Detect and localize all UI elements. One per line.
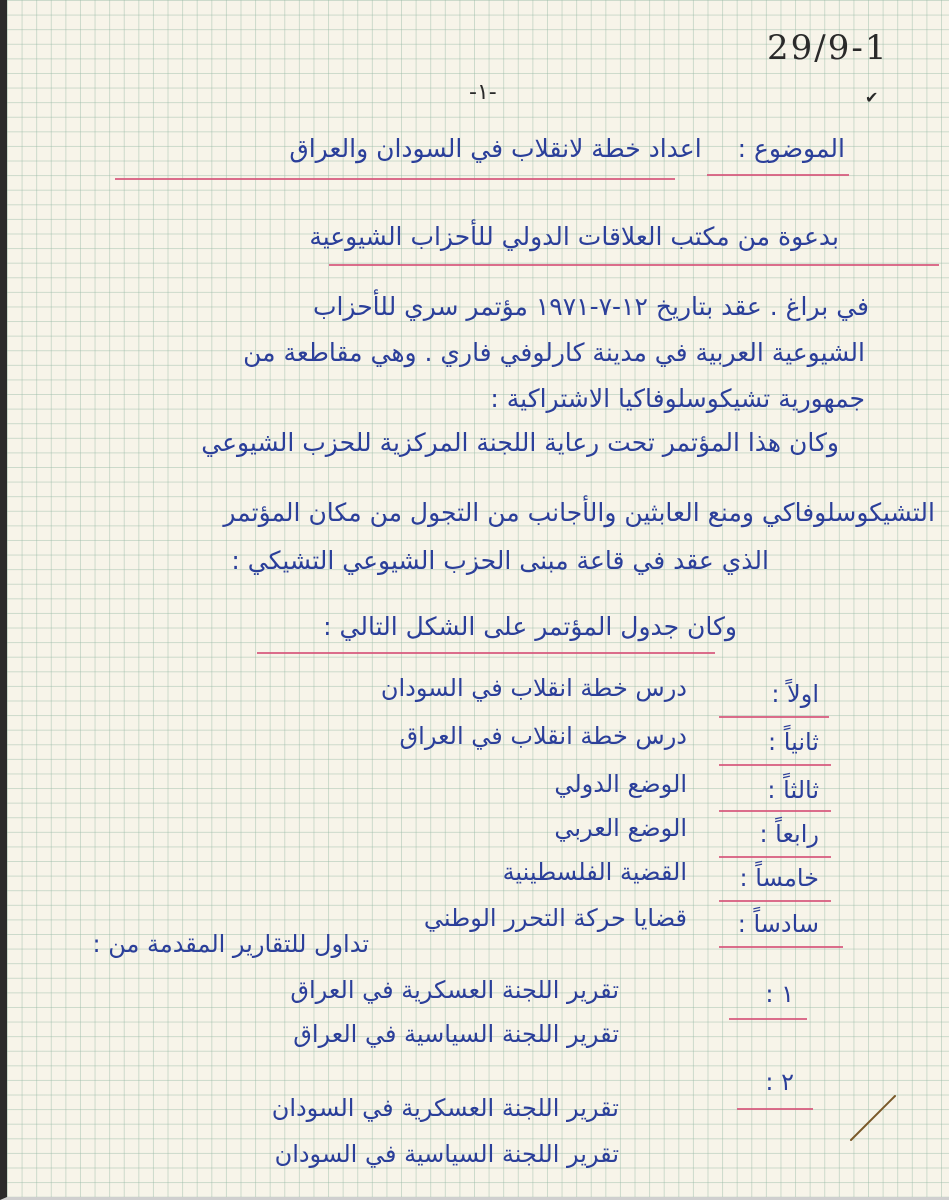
agenda-item-2-text: درس خطة انقلاب في العراق xyxy=(399,722,687,750)
agenda-item-2-ordinal: ثانياً : xyxy=(768,728,819,756)
subject-text: اعداد خطة لانقلاب في السودان والعراق xyxy=(289,134,702,163)
date-text: 29/9-1 xyxy=(767,28,889,68)
agenda-item-6-underline xyxy=(719,946,843,948)
subject-underline-right xyxy=(707,174,849,176)
agenda-item-6-text: قضايا حركة التحرر الوطني xyxy=(423,904,687,932)
agenda-item-3-text: الوضع الدولي xyxy=(554,770,687,798)
agenda-item-4-ordinal: رابعاً : xyxy=(759,820,819,848)
agenda-item-3-underline xyxy=(719,810,831,812)
reports-group-1-line-1: تقرير اللجنة العسكرية في العراق xyxy=(290,976,619,1004)
agenda-item-1-underline xyxy=(719,716,829,718)
agenda-heading-underline xyxy=(257,652,715,654)
agenda-item-1-ordinal: اولاً : xyxy=(771,680,819,708)
body-line-1: بدعوة من مكتب العلاقات الدولي للأحزاب الشيوعية xyxy=(309,222,839,251)
reports-group-2-line-1: تقرير اللجنة العسكرية في السودان xyxy=(271,1094,619,1122)
subject-label: الموضوع : xyxy=(737,134,845,163)
reports-group-1-number: ١ : xyxy=(765,980,794,1008)
corner-mark: ✔ xyxy=(865,88,879,107)
agenda-item-4-text: الوضع العربي xyxy=(554,814,687,842)
pen-stroke-mark xyxy=(843,1090,903,1150)
body-line-2: في براغ . عقد بتاريخ ١٢-٧-١٩٧١ مؤتمر سري للأحزاب xyxy=(312,292,869,321)
body-line-3: الشيوعية العربية في مدينة كارلوفي فاري . وهي مقاطعة من xyxy=(243,338,865,367)
agenda-item-1-text: درس خطة انقلاب في السودان xyxy=(380,674,687,702)
agenda-item-3-ordinal: ثالثاً : xyxy=(767,776,819,804)
body-line-5: وكان هذا المؤتمر تحت رعاية اللجنة المركزية للحزب الشيوعي xyxy=(201,428,839,457)
agenda-item-4-underline xyxy=(719,856,831,858)
body-line-6: التشيكوسلوفاكي ومنع العابثين والأجانب من التجول من مكان المؤتمر xyxy=(223,498,935,527)
reports-group-2-underline xyxy=(737,1108,813,1110)
agenda-heading: وكان جدول المؤتمر على الشكل التالي : xyxy=(323,612,737,641)
reports-group-1-line-2: تقرير اللجنة السياسية في العراق xyxy=(293,1020,619,1048)
agenda-item-5-ordinal: خامساً : xyxy=(739,864,819,892)
date-annotation xyxy=(767,28,888,68)
agenda-item-2-underline xyxy=(719,764,831,766)
body-line-4: جمهورية تشيكوسلوفاكيا الاشتراكية : xyxy=(490,384,865,413)
subject-line xyxy=(289,134,845,163)
subject-underline xyxy=(115,178,675,180)
page-number: -١- xyxy=(469,80,497,105)
body-line-1-underline xyxy=(329,264,939,266)
reports-group-2-line-2: تقرير اللجنة السياسية في السودان xyxy=(274,1140,619,1168)
agenda-item-5-text: القضية الفلسطينية xyxy=(502,858,687,886)
agenda-item-5-underline xyxy=(719,900,831,902)
reports-group-1-underline xyxy=(729,1018,807,1020)
agenda-item-6-ordinal: سادساً : xyxy=(737,910,819,938)
reports-heading: تداول للتقارير المقدمة من : xyxy=(92,930,369,958)
body-line-7: الذي عقد في قاعة مبنى الحزب الشيوعي التشيكي : xyxy=(231,546,769,575)
reports-group-2-number: ٢ : xyxy=(765,1068,794,1096)
